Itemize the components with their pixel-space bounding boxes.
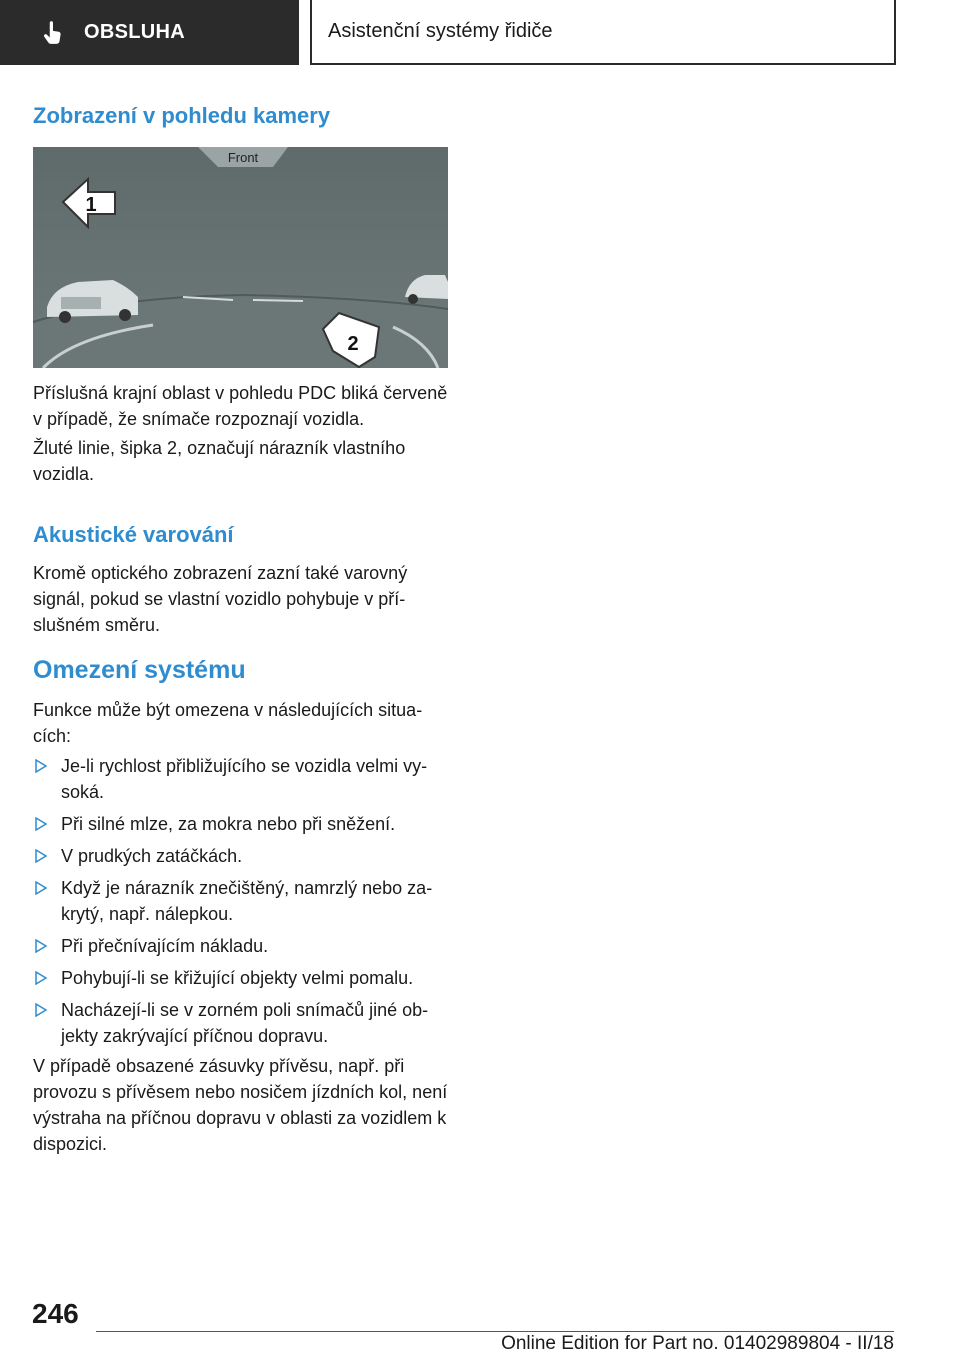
- camera-view-heading: Zobrazení v pohledu kamery: [33, 103, 331, 128]
- triangle-bullet-icon: [35, 1003, 47, 1017]
- page-number: 246: [32, 1298, 79, 1329]
- footer-edition: Online Edition for Part no. 01402989804 - II/18: [501, 1333, 894, 1354]
- section-title: OBSLUHA: [84, 21, 185, 43]
- triangle-bullet-icon: [35, 759, 47, 773]
- list-item: [33, 875, 448, 927]
- chapter-title: Asistenční systémy řidiče: [328, 20, 553, 42]
- list-item-text: Při přečnívajícím nákladu.: [61, 936, 269, 956]
- chapter-tab: [310, 0, 896, 65]
- list-item: [33, 997, 448, 1049]
- list-item-text: V prudkých zatáčkách.: [61, 846, 243, 866]
- list-item-text: Pohybují-li se křižující objekty velmi pomalu.: [61, 968, 414, 988]
- system-limits-intro: Funkce může být omezena v následujících situacích:: [33, 700, 423, 746]
- triangle-bullet-icon: [35, 971, 47, 985]
- list-item-text: Nacházejí-li se v zorném poli snímačů jiné objekty zakrývající příčnou dopravu.: [61, 1000, 429, 1046]
- callout-1-label: 1: [85, 194, 97, 216]
- section-tab[interactable]: [0, 0, 299, 65]
- system-limits-list: [33, 753, 448, 1055]
- footer-divider: [96, 1331, 894, 1332]
- front-label: Front: [227, 150, 259, 165]
- list-item: [33, 965, 448, 991]
- triangle-bullet-icon: [35, 939, 47, 953]
- system-limits-heading: Omezení systému: [33, 656, 246, 684]
- triangle-bullet-icon: [35, 817, 47, 831]
- acoustic-warning-paragraph: Kromě optického zobrazení zazní také varovný signál, pokud se vlastní vozidlo pohybuje v příslušném směru.: [33, 563, 408, 635]
- list-item: [33, 753, 448, 805]
- camera-view-paragraph-1: Příslušná krajní oblast v pohledu PDC bliká červeně v případě, že snímače rozpoznají vozidla.: [33, 383, 448, 429]
- callout-2-label: 2: [347, 333, 359, 355]
- list-item: [33, 933, 448, 959]
- acoustic-warning-heading: Akustické varování: [33, 522, 234, 547]
- hand-pointer-icon: [40, 20, 66, 46]
- triangle-bullet-icon: [35, 849, 47, 863]
- system-limits-closing: V případě obsazené zásuvky přívěsu, např. při provozu s přívěsem nebo nosičem jízdních kol, není výstraha na příčnou dopravu v oblasti za vozidlem k dispozici.: [33, 1056, 448, 1154]
- list-item: [33, 843, 448, 869]
- camera-view-paragraph-2: Žluté linie, šipka 2, označují nárazník vlastního vozidla.: [33, 438, 406, 484]
- list-item: [33, 811, 448, 837]
- triangle-bullet-icon: [35, 881, 47, 895]
- camera-view-figure: [33, 147, 448, 368]
- list-item-text: Když je nárazník znečištěný, namrzlý nebo zakrytý, např. nálepkou.: [61, 878, 433, 924]
- list-item-text: Při silné mlze, za mokra nebo při sněžení.: [61, 814, 396, 834]
- list-item-text: Je-li rychlost přibližujícího se vozidla velmi vysoká.: [61, 756, 428, 802]
